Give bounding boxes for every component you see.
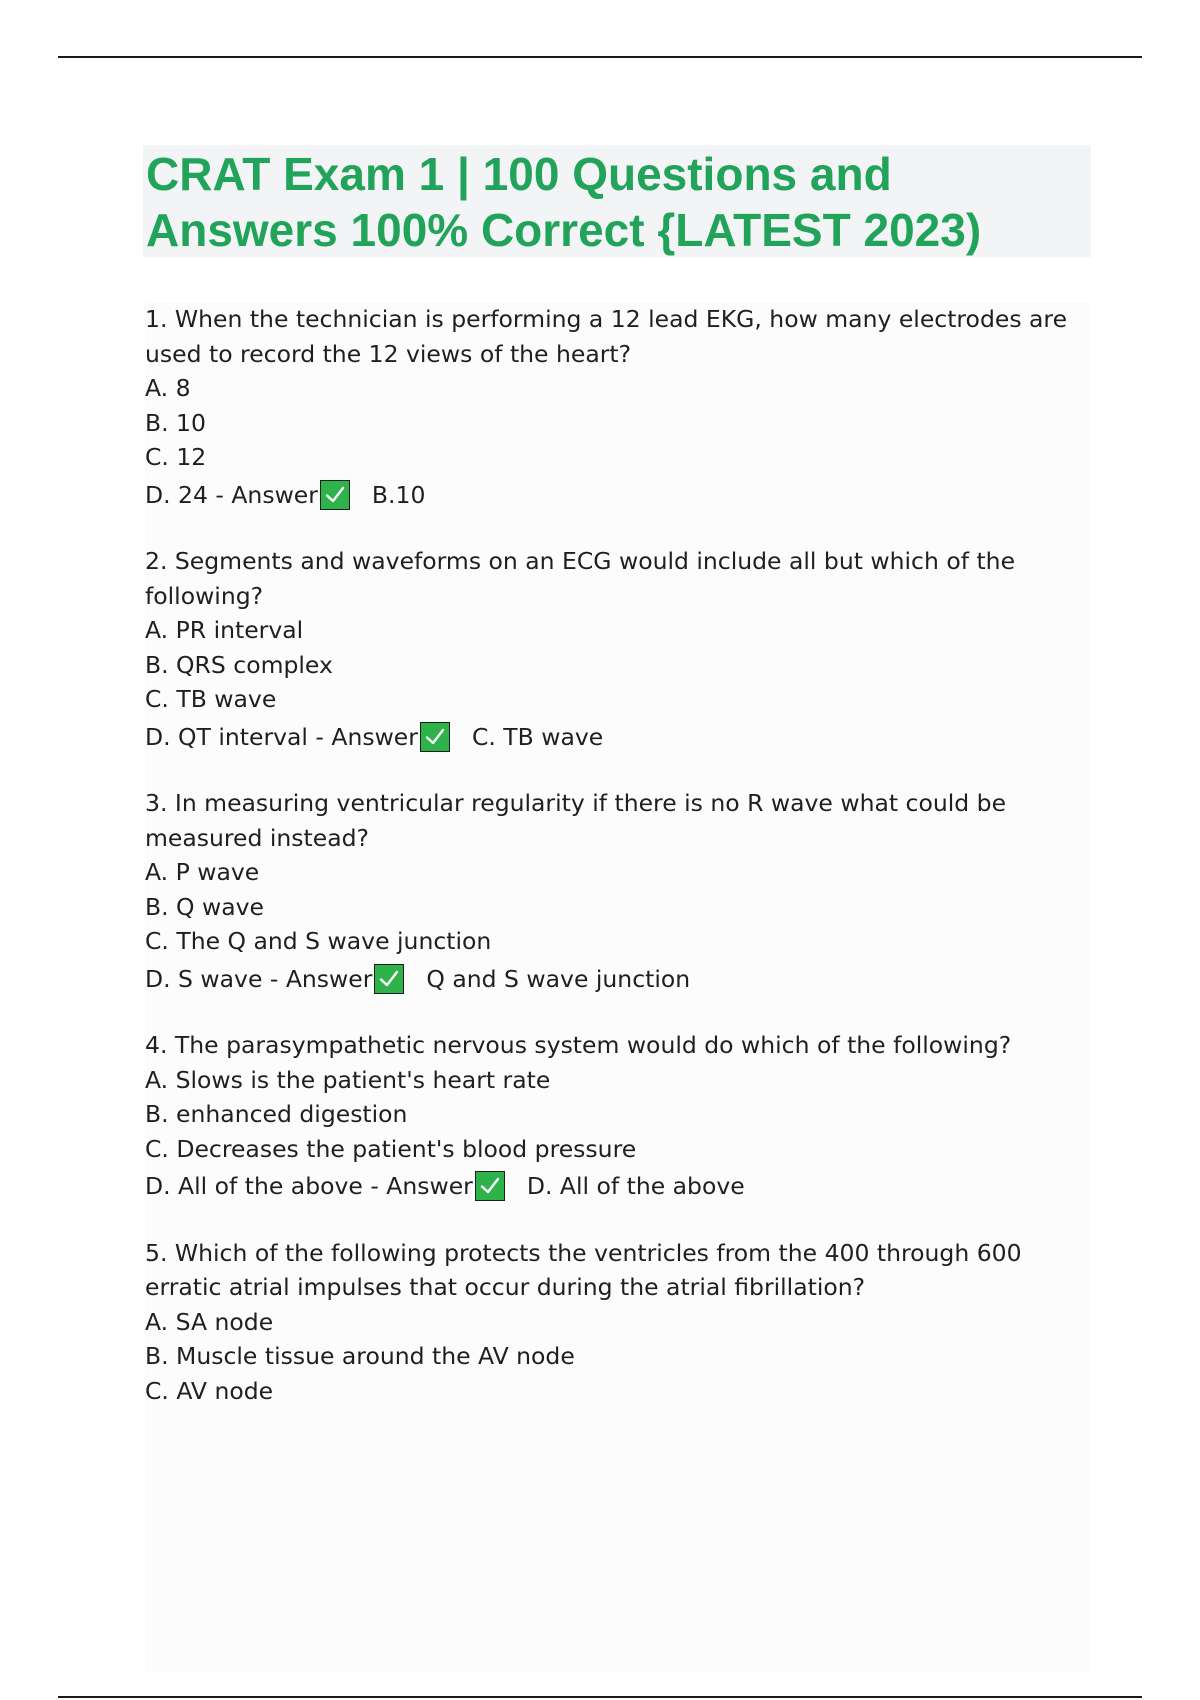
check-mark-icon xyxy=(475,1171,505,1201)
option-d: D. 24 - Answer xyxy=(145,480,318,509)
question-text: 5. Which of the following protects the ventricles from the 400 through 600 erratic atrial impulses that occur during the atrial fibrillation? xyxy=(145,1238,1022,1301)
questions-body xyxy=(145,302,1090,1672)
option-c: C. AV node xyxy=(145,1376,274,1405)
check-mark-icon xyxy=(320,480,350,510)
answer-line xyxy=(145,1169,1090,1204)
check-mark-icon xyxy=(374,964,404,994)
correct-answer: C. TB wave xyxy=(471,722,604,751)
correct-answer: Q and S wave junction xyxy=(426,964,691,993)
question-text: 4. The parasympathetic nervous system would do which of the following? xyxy=(145,1031,1012,1059)
answer-line xyxy=(145,478,1090,513)
question-3 xyxy=(145,786,1090,996)
option-d: D. S wave - Answer xyxy=(145,964,373,993)
check-mark-icon xyxy=(420,722,450,752)
question-5 xyxy=(145,1236,1090,1409)
correct-answer: D. All of the above xyxy=(526,1172,745,1200)
option-a: A. SA node xyxy=(145,1307,274,1336)
option-a: A. P wave xyxy=(145,858,260,886)
question-text: 1. When the technician is performing a 12 lead EKG, how many electrodes are used to record the 12 views of the heart? xyxy=(145,305,1068,368)
option-a: A. 8 xyxy=(145,374,191,402)
bottom-rule xyxy=(58,1696,1142,1698)
document-title: CRAT Exam 1 | 100 Questions and Answers 100% Correct {LATEST 2023) xyxy=(146,148,982,256)
option-c: C. TB wave xyxy=(145,685,277,713)
option-a: A. Slows is the patient's heart rate xyxy=(145,1065,551,1094)
option-b: B. 10 xyxy=(145,408,206,437)
question-4 xyxy=(145,1028,1090,1204)
correct-answer: B.10 xyxy=(371,480,426,509)
answer-line xyxy=(145,720,1090,755)
option-c: C. The Q and S wave junction xyxy=(145,927,492,955)
answer-line xyxy=(145,962,1090,997)
question-1 xyxy=(145,302,1090,512)
option-c: C. Decreases the patient's blood pressure xyxy=(145,1134,637,1163)
question-text: 2. Segments and waveforms on an ECG would include all but which of the following? xyxy=(145,547,1016,610)
option-c: C. 12 xyxy=(145,443,207,471)
question-2 xyxy=(145,544,1090,754)
question-text: 3. In measuring ventricular regularity if there is no R wave what could be measured instead? xyxy=(145,789,1007,852)
option-d: D. QT interval - Answer xyxy=(145,722,418,751)
option-b: B. Muscle tissue around the AV node xyxy=(145,1342,575,1370)
option-b: B. QRS complex xyxy=(145,650,333,679)
option-b: B. enhanced digestion xyxy=(145,1100,408,1128)
top-rule xyxy=(58,56,1142,58)
option-d: D. All of the above - Answer xyxy=(145,1172,473,1200)
option-a: A. PR interval xyxy=(145,616,304,644)
option-b: B. Q wave xyxy=(145,892,265,921)
